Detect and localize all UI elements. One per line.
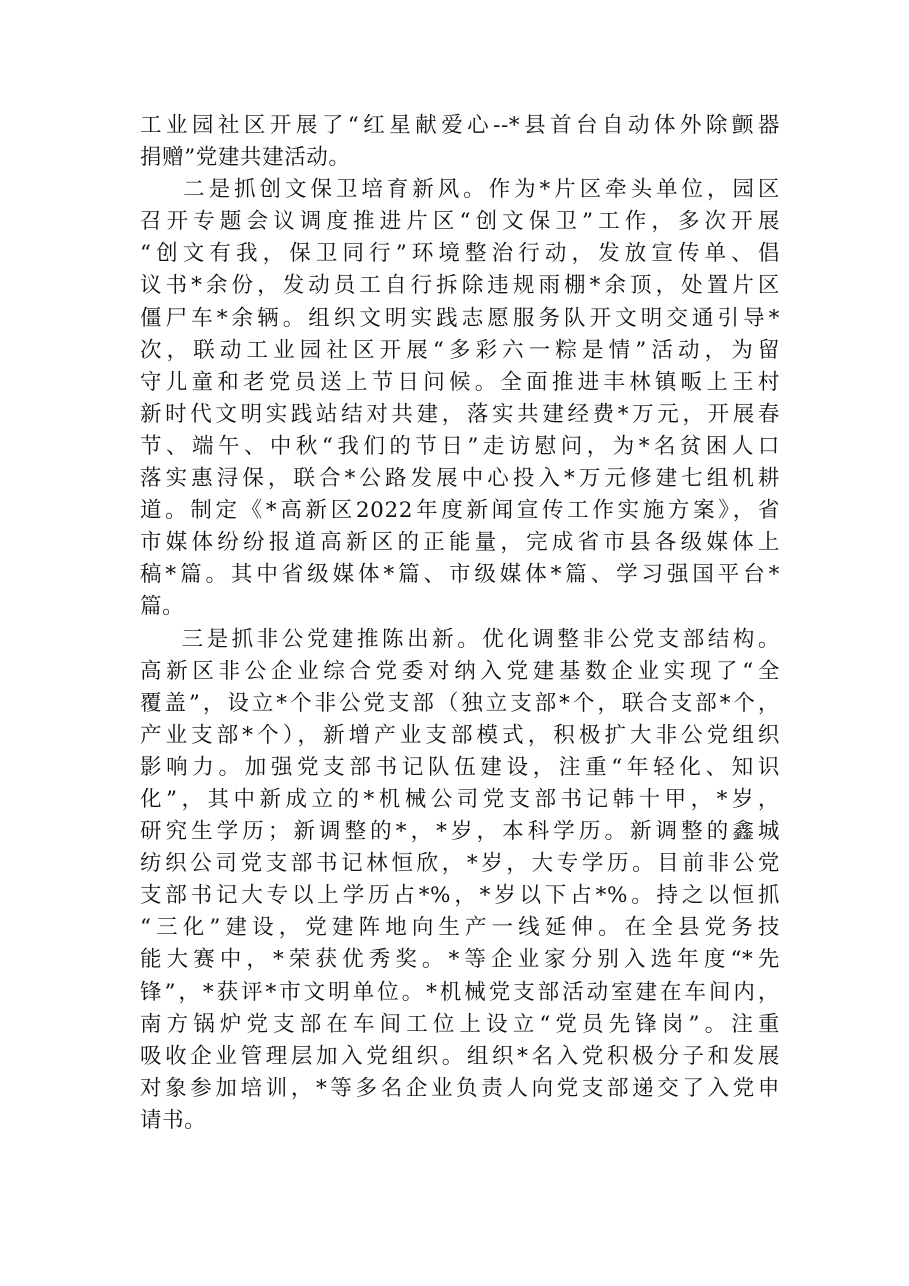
paragraph-start-line: 二是抓创文保卫培育新风。作为*片区牵头单位，园区 [140, 177, 780, 203]
text-line: 新时代文明实践站结对共建，落实共建经费*万元，开展春 [140, 401, 780, 427]
text-line: 研究生学历；新调整的*，*岁，本科学历。新调整的鑫城 [140, 819, 780, 845]
text-line: 支部书记大专以上学历占*%，*岁以下占*%。持之以恒抓 [140, 883, 780, 909]
text-line: 篇。 [140, 594, 185, 620]
text-line: 稿*篇。其中省级媒体*篇、市级媒体*篇、学习强国平台* [140, 562, 780, 588]
text-line: 落实惠浔保，联合*公路发展中心投入*万元修建七组机耕 [140, 466, 780, 492]
text-line: 工业园社区开展了“红星献爱心--*县首台自动体外除颤器 [140, 113, 780, 138]
text-line: 道。制定《*高新区2022年度新闻宣传工作实施方案》，省 [140, 498, 780, 524]
text-line: 化”，其中新成立的*机械公司党支部书记韩十甲，*岁， [140, 786, 780, 812]
paragraph-start-line: 三是抓非公党建推陈出新。优化调整非公党支部结构。 [140, 626, 780, 652]
text-line: 锋”，*获评*市文明单位。*机械党支部活动室建在车间内， [140, 979, 780, 1005]
text-line: 僵尸车*余辆。组织文明实践志愿服务队开文明交通引导* [140, 305, 780, 331]
text-line: 对象参加培训，*等多名企业负责人向党支部递交了入党申 [140, 1075, 780, 1101]
text-line: 影响力。加强党支部书记队伍建设，注重“年轻化、知识 [140, 754, 780, 780]
text-line: 市媒体纷纷报道高新区的正能量，完成省市县各级媒体上 [140, 530, 780, 556]
text-line: 守儿童和老党员送上节日问候。全面推进丰林镇畈上王村 [140, 369, 780, 395]
text-line: 高新区非公企业综合党委对纳入党建基数企业实现了“全 [140, 658, 780, 684]
text-line: 纺织公司党支部书记林恒欣，*岁，大专学历。目前非公党 [140, 851, 780, 877]
text-line: 覆盖”，设立*个非公党支部（独立支部*个，联合支部*个， [140, 690, 780, 716]
text-line: 能大赛中，*荣获优秀奖。*等企业家分别入选年度“*先 [140, 947, 780, 973]
text-line: 节、端午、中秋“我们的节日”走访慰问，为*名贫困人口 [140, 433, 780, 459]
text-line: 次，联动工业园社区开展“多彩六一粽是情”活动，为留 [140, 337, 780, 363]
text-line: 请书。 [140, 1107, 207, 1133]
text-line: 产业支部*个），新增产业支部模式，积极扩大非公党组织 [140, 722, 780, 748]
document-body [140, 110, 780, 1137]
text-line: “创文有我，保卫同行”环境整治行动，发放宣传单、倡 [140, 241, 780, 267]
text-line: 南方锅炉党支部在车间工位上设立“党员先锋岗”。注重 [140, 1011, 780, 1037]
text-line: 召开专题会议调度推进片区“创文保卫”工作，多次开展 [140, 209, 780, 235]
text-line: 捐赠”党建共建活动。 [140, 145, 351, 171]
text-line: 议书*余份，发动员工自行拆除违规雨棚*余顶，处置片区 [140, 273, 780, 299]
text-line: 吸收企业管理层加入党组织。组织*名入党积极分子和发展 [140, 1043, 780, 1069]
text-line: “三化”建设，党建阵地向生产一线延伸。在全县党务技 [140, 915, 780, 941]
